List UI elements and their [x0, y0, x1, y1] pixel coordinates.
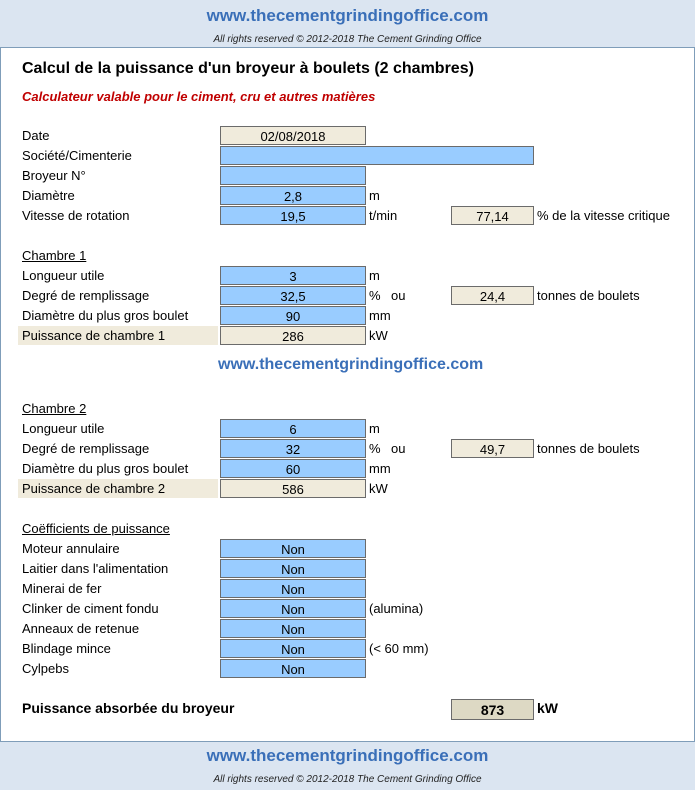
chamber2-or-label: ou [391, 441, 406, 456]
chamber2-filling-label: Degré de remplissage [22, 441, 150, 456]
chamber1-filling-field[interactable]: 32,5 [220, 286, 366, 305]
total-power-unit: kW [537, 700, 558, 716]
copyright-bottom: All rights reserved © 2012-2018 The Cement Grinding Office [213, 774, 482, 785]
coef-select[interactable]: Non [220, 599, 366, 618]
coef-label: Moteur annulaire [22, 541, 120, 556]
chamber1-ball-label: Diamètre du plus gros boulet [22, 308, 189, 323]
chamber2-power-value: 586 [220, 479, 366, 498]
coef-label: Blindage mince [22, 641, 111, 656]
coef-select[interactable]: Non [220, 639, 366, 658]
speed-unit: t/min [369, 208, 398, 223]
coef-label: Laitier dans l'alimentation [22, 561, 169, 576]
chamber2-length-label: Longueur utile [22, 421, 105, 436]
mill-field[interactable] [220, 166, 366, 185]
chamber1-ball-field[interactable]: 90 [220, 306, 366, 325]
header-banner [0, 0, 695, 48]
chamber1-ball-unit: mm [369, 308, 391, 323]
chamber2-power-unit: kW [369, 481, 388, 496]
chamber1-heading: Chambre 1 [22, 248, 87, 263]
speed-field[interactable]: 19,5 [220, 206, 366, 225]
chamber2-tons-value: 49,7 [451, 439, 534, 458]
chamber1-filling-unit: % [369, 288, 381, 303]
chamber1-tons-label: tonnes de boulets [537, 288, 640, 303]
coef-note: (< 60 mm) [369, 641, 429, 656]
speed-label: Vitesse de rotation [22, 208, 130, 223]
chamber2-heading: Chambre 2 [22, 401, 87, 416]
chamber2-tons-label: tonnes de boulets [537, 441, 640, 456]
coef-select[interactable]: Non [220, 539, 366, 558]
diameter-field[interactable]: 2,8 [220, 186, 366, 205]
chamber2-power-label: Puissance de chambre 2 [18, 479, 218, 498]
chamber1-or-label: ou [391, 288, 406, 303]
chamber1-filling-label: Degré de remplissage [22, 288, 150, 303]
chamber2-length-field[interactable]: 6 [220, 419, 366, 438]
coef-select[interactable]: Non [220, 559, 366, 578]
date-field[interactable]: 02/08/2018 [220, 126, 366, 145]
site-link-bottom[interactable]: www.thecementgrindingoffice.com [206, 746, 489, 765]
chamber2-filling-field[interactable]: 32 [220, 439, 366, 458]
chamber1-power-unit: kW [369, 328, 388, 343]
page-title: Calcul de la puissance d'un broyeur à boulets (2 chambres) [22, 60, 474, 77]
coefficients-heading: Coëfficients de puissance [22, 521, 170, 536]
copyright-top: All rights reserved © 2012-2018 The Cement Grinding Office [213, 34, 482, 45]
footer-banner [0, 741, 695, 790]
chamber2-ball-field[interactable]: 60 [220, 459, 366, 478]
chamber1-length-label: Longueur utile [22, 268, 105, 283]
chamber1-power-value: 286 [220, 326, 366, 345]
coef-label: Anneaux de retenue [22, 621, 140, 636]
page-subtitle: Calculateur valable pour le ciment, cru et autres matières [22, 89, 376, 104]
chamber1-power-label: Puissance de chambre 1 [18, 326, 218, 345]
coef-select[interactable]: Non [220, 579, 366, 598]
site-link-middle[interactable]: www.thecementgrindingoffice.com [218, 356, 484, 373]
company-field[interactable] [220, 146, 534, 165]
chamber1-length-field[interactable]: 3 [220, 266, 366, 285]
total-power-label: Puissance absorbée du broyeur [22, 700, 235, 716]
site-link-top[interactable]: www.thecementgrindingoffice.com [206, 6, 489, 25]
chamber2-filling-unit: % [369, 441, 381, 456]
critical-speed-value: 77,14 [451, 206, 534, 225]
date-label: Date [22, 128, 50, 143]
coef-select[interactable]: Non [220, 619, 366, 638]
company-label: Société/Cimenterie [22, 148, 132, 163]
diameter-unit: m [369, 188, 380, 203]
chamber2-ball-unit: mm [369, 461, 391, 476]
chamber2-ball-label: Diamètre du plus gros boulet [22, 461, 189, 476]
mill-label: Broyeur N° [22, 168, 86, 183]
coef-label: Cylpebs [22, 661, 69, 676]
diameter-label: Diamètre [22, 188, 75, 203]
coef-select[interactable]: Non [220, 659, 366, 678]
total-power-value: 873 [451, 699, 534, 720]
chamber1-length-unit: m [369, 268, 380, 283]
chamber1-tons-value: 24,4 [451, 286, 534, 305]
critical-speed-label: % de la vitesse critique [537, 208, 670, 223]
coef-label: Minerai de fer [22, 581, 102, 596]
chamber2-length-unit: m [369, 421, 380, 436]
coef-note: (alumina) [369, 601, 424, 616]
coef-label: Clinker de ciment fondu [22, 601, 159, 616]
